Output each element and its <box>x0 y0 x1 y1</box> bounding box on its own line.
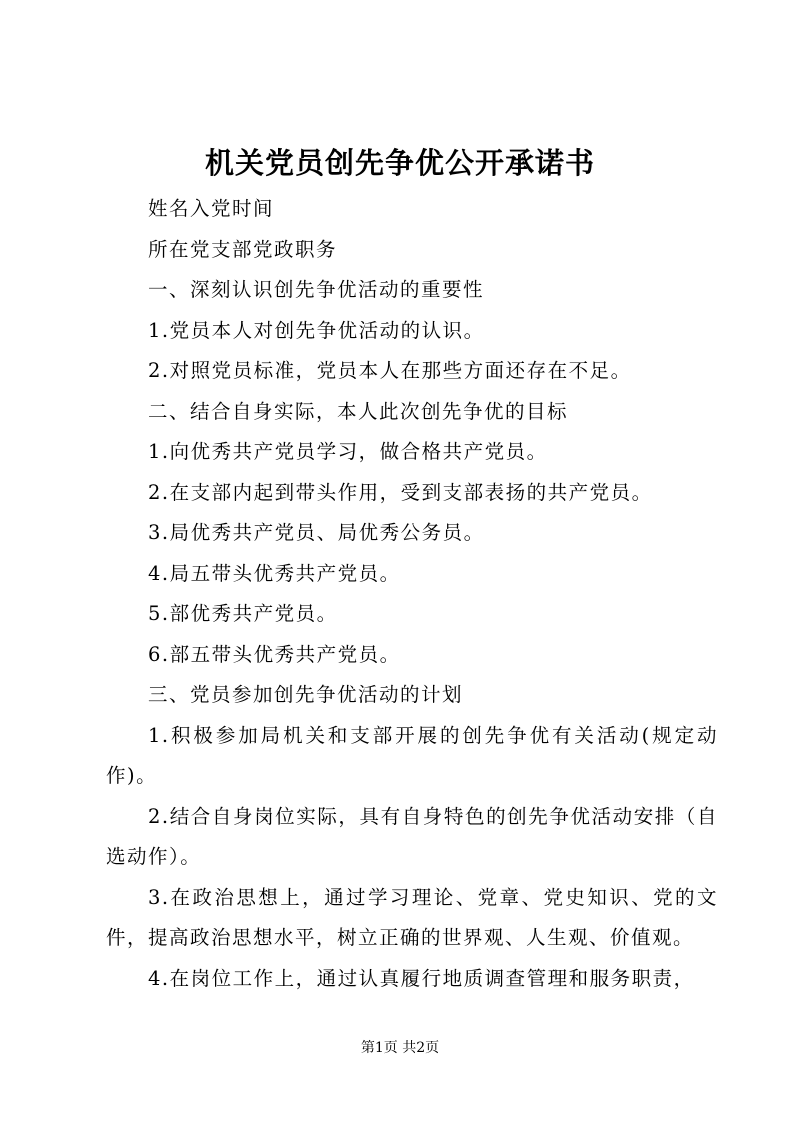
page-footer: 第1页 共2页 <box>360 1040 440 1056</box>
section-1-item-1: 1.党员本人对创先争优活动的认识。 <box>148 318 485 342</box>
branch-position-line: 所在党支部党政职务 <box>148 237 338 261</box>
document-body <box>106 189 718 999</box>
section-heading-3: 三、党员参加创先争优活动的计划 <box>148 683 464 706</box>
section-3-paragraph-1: 1.积极参加局机关和支部开展的创先争优有关活动(规定动作)。 <box>106 723 718 787</box>
section-2-item-6: 6.部五带头优秀共产党员。 <box>148 642 401 666</box>
section-1-item-2: 2.对照党员标准，党员本人在那些方面还存在不足。 <box>148 359 632 382</box>
section-2-item-3: 3.局优秀共产党员、局优秀公务员。 <box>148 521 485 544</box>
section-3-paragraph-2: 2.结合自身岗位实际，具有自身特色的创先争优活动安排（自选动作）。 <box>106 804 718 868</box>
section-heading-1: 一、深刻认识创先争优活动的重要性 <box>148 278 485 301</box>
name-join-date-line: 姓名入党时间 <box>148 197 275 220</box>
section-2-item-1: 1.向优秀共产党员学习，做合格共产党员。 <box>148 440 548 463</box>
document-title: 机关党员创先争优公开承诺书 <box>204 146 595 180</box>
section-2-item-5: 5.部优秀共产党员。 <box>148 602 338 625</box>
section-3-paragraph-4: 4.在岗位工作上，通过认真履行地质调查管理和服务职责， <box>148 966 695 990</box>
section-2-item-2: 2.在支部内起到带头作用，受到支部表扬的共产党员。 <box>148 480 653 504</box>
section-2-item-4: 4.局五带头优秀共产党员。 <box>148 561 401 585</box>
section-heading-2: 二、结合自身实际，本人此次创先争优的目标 <box>148 399 569 423</box>
section-3-paragraph-3: 3.在政治思想上，通过学习理论、党章、党史知识、党的文件，提高政治思想水平，树立正确的世界观、人生观、价值观。 <box>106 885 718 949</box>
